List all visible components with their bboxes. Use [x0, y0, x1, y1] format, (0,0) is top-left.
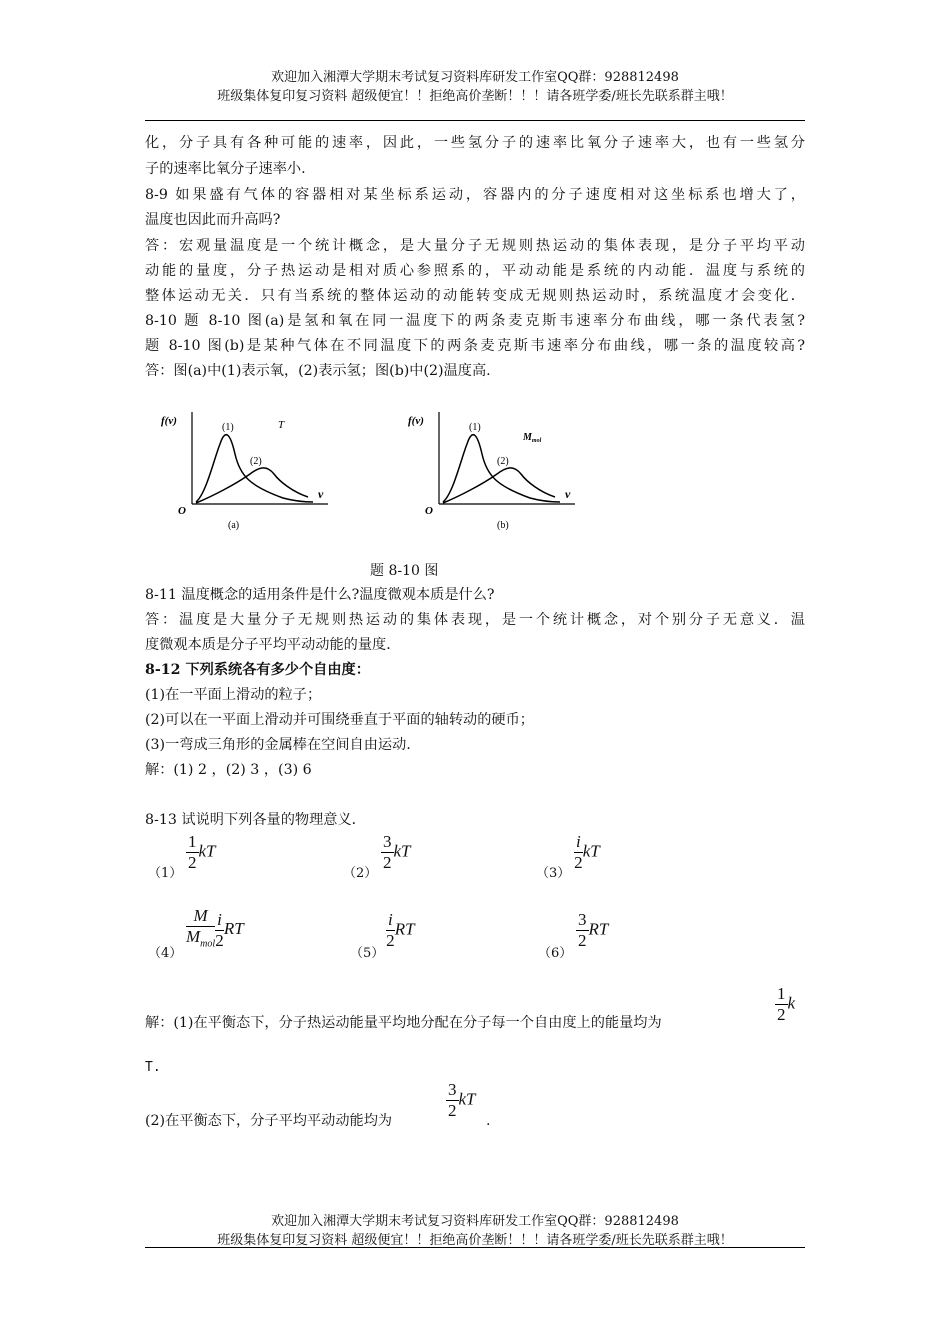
- numerator: i: [388, 910, 393, 929]
- param-label: [522, 432, 542, 444]
- formula-index: （1）: [148, 866, 183, 881]
- formula-3: [574, 832, 600, 873]
- figure-a: [158, 404, 348, 534]
- den-main: M: [186, 927, 201, 946]
- formula-tail: kT: [582, 841, 600, 861]
- page-header: [145, 68, 805, 106]
- question-8-10-cont: 题 8-10 图(b)是某种气体在不同温度下的两条麦克斯韦速率分布曲线，哪一条的温度较高?: [145, 338, 805, 354]
- den-sub: mol: [200, 938, 216, 950]
- question-8-12: 8-12 下列系统各有多少个自由度：: [145, 662, 370, 678]
- period: .: [486, 1113, 491, 1129]
- numerator: 3: [448, 1080, 457, 1099]
- formula-tail: RT: [223, 919, 244, 939]
- answer-8-9: 答：宏观量温度是一个统计概念，是大量分子无规则热运动的集体表现，是分子平均平动: [145, 238, 805, 254]
- curve-2-label: (2): [250, 456, 262, 467]
- numerator: M: [186, 906, 215, 927]
- y-axis-label: f(v): [161, 415, 177, 427]
- formula-4: [186, 906, 244, 954]
- question-8-12-item-1: (1)在一平面上滑动的粒子；: [145, 687, 322, 703]
- answer-8-11: 答：温度是大量分子无规则热运动的集体表现，是一个统计概念，对个别分子无意义．温: [145, 612, 805, 628]
- x-axis-label: v: [318, 487, 324, 501]
- subfigure-label: (b): [497, 520, 509, 531]
- curve-1-label: (1): [222, 422, 234, 433]
- formula-index: （3）: [536, 866, 571, 881]
- question-8-12-item-3: (3)一弯成三角形的金属棒在空间自由运动.: [145, 737, 411, 753]
- denominator: 2: [578, 931, 587, 950]
- answer-8-10: 答：图(a)中(1)表示氧，(2)表示氢；图(b)中(2)温度高.: [145, 363, 491, 379]
- curve-2-label: (2): [497, 456, 509, 467]
- curve-2: [196, 468, 308, 503]
- answer-8-9-cont: 动能的量度，分子热运动是相对质心参照系的，平动动能是系统的内动能．温度与系统的: [145, 263, 805, 279]
- x-axis-label: v: [565, 487, 571, 501]
- formula-tail: RT: [588, 919, 609, 939]
- denominator: 2: [383, 853, 392, 872]
- curve-2: [443, 468, 555, 503]
- answer-8-13-part-1: 解：(1)在平衡态下，分子热运动能量平均地分配在分子每一个自由度上的能量均为: [145, 1015, 662, 1031]
- footer-rule: [145, 1247, 805, 1248]
- page-footer: [145, 1212, 805, 1250]
- denominator: 2: [777, 1005, 786, 1024]
- numerator: i: [217, 909, 222, 929]
- question-8-9-cont: 温度也因此而升高吗?: [145, 212, 281, 228]
- footer-line-2: 班级集体复印复习资料 超级便宜！！拒绝高价垄断！！！请各班学委/班长先联系群主哦！: [217, 1233, 733, 1248]
- formula-index: （6）: [538, 946, 573, 961]
- header-line-2: 班级集体复印复习资料 超级便宜！！拒绝高价垄断！！！请各班学委/班长先联系群主哦！: [217, 89, 733, 104]
- denominator: [186, 927, 215, 954]
- subfigure-label: (a): [228, 520, 240, 531]
- formula-index: （2）: [343, 866, 378, 881]
- formula-tail: RT: [394, 919, 415, 939]
- numerator: 1: [777, 984, 786, 1003]
- param-main: M: [523, 432, 532, 443]
- numerator: 1: [188, 832, 197, 851]
- param-sub: mol: [531, 438, 542, 444]
- figure-b: [405, 404, 595, 534]
- formula-tail: kT: [198, 841, 216, 861]
- question-8-10: 8-10 题 8-10 图(a)是氢和氧在同一温度下的两条麦克斯韦速率分布曲线，哪一条代表氢?: [145, 313, 805, 329]
- inline-formula-2: [446, 1080, 476, 1121]
- formula-tail: kT: [458, 1089, 476, 1109]
- origin-label: O: [178, 505, 186, 517]
- header-rule: [145, 120, 805, 121]
- answer-8-13-part-1-cont: T.: [145, 1060, 161, 1075]
- header-line-1: 欢迎加入湘潭大学期末考试复习资料库研发工作室QQ群：928812498: [271, 70, 679, 85]
- param-label: T: [278, 419, 285, 431]
- denominator: 2: [215, 930, 224, 950]
- numerator: 3: [578, 910, 587, 929]
- question-8-11: 8-11 温度概念的适用条件是什么?温度微观本质是什么?: [145, 587, 495, 603]
- numerator: 3: [383, 832, 392, 851]
- formula-index: （4）: [148, 946, 183, 961]
- formula-5: [386, 910, 415, 951]
- denominator: 2: [188, 853, 197, 872]
- denominator: 2: [574, 853, 583, 872]
- formula-tail: k: [787, 993, 796, 1013]
- question-8-9: 8-9 如果盛有气体的容器相对某坐标系运动，容器内的分子速度相对这坐标系也增大了，: [145, 187, 805, 203]
- numerator: i: [576, 832, 581, 851]
- denominator: 2: [386, 931, 395, 950]
- origin-label: O: [425, 505, 433, 517]
- y-axis-label: f(v): [408, 415, 424, 427]
- formula-1: [186, 832, 216, 873]
- formula-2: [381, 832, 411, 873]
- formula-tail: kT: [393, 841, 411, 861]
- answer-8-11-cont: 度微观本质是分子平均平动动能的量度．: [145, 637, 401, 653]
- question-8-12-item-2: (2)可以在一平面上滑动并可围绕垂直于平面的轴转动的硬币；: [145, 712, 534, 728]
- inline-formula-1: [775, 984, 795, 1025]
- answer-8-12: 解：(1) 2 ，(2) 3 ，(3) 6: [145, 762, 312, 778]
- answer-8-9-cont: 整体运动无关．只有当系统的整体运动的动能转变成无规则热运动时，系统温度才会变化．: [145, 288, 805, 304]
- answer-8-13-part-2: (2)在平衡态下，分子平均平动动能均为: [145, 1113, 393, 1129]
- denominator: 2: [448, 1101, 457, 1120]
- formula-6: [576, 910, 608, 951]
- text-line: 子的速率比氧分子速率小.: [145, 161, 306, 177]
- figure-caption: 题 8-10 图: [370, 563, 439, 579]
- curve-1-label: (1): [469, 422, 481, 433]
- question-8-13: 8-13 试说明下列各量的物理意义．: [145, 812, 366, 828]
- footer-line-1: 欢迎加入湘潭大学期末考试复习资料库研发工作室QQ群：928812498: [271, 1214, 679, 1229]
- text-line: 化，分子具有各种可能的速率，因此，一些氢分子的速率比氧分子速率大，也有一些氢分: [145, 135, 805, 151]
- formula-index: （5）: [350, 946, 385, 961]
